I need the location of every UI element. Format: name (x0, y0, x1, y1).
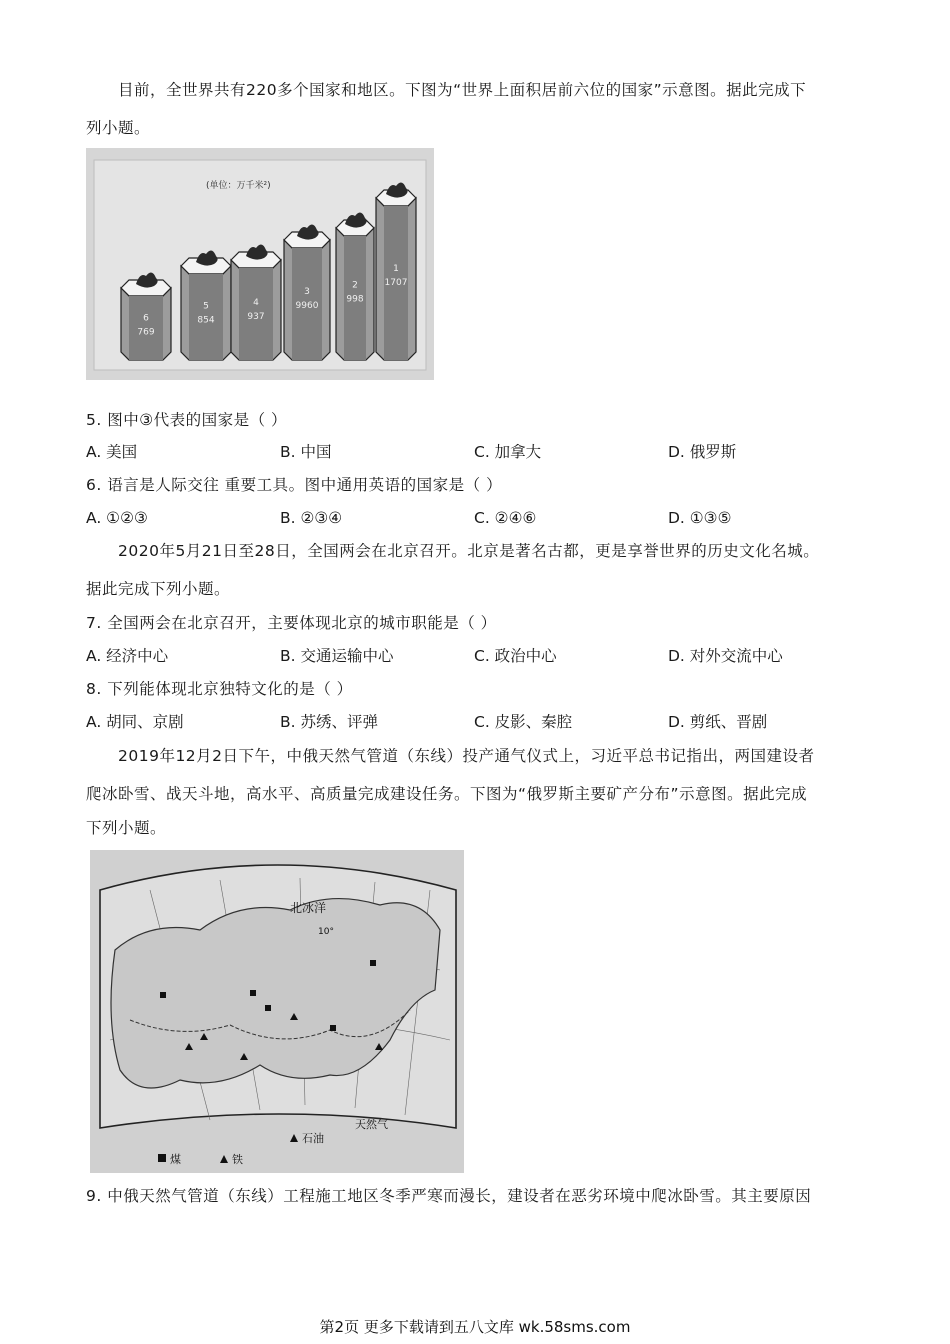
question-8-stem: 8. 下列能体现北京独特文化的是（ ） (86, 680, 353, 698)
intro-paragraph-1-line-1: 目前，全世界共有220多个国家和地区。下图为“世界上面积居前六位的国家”示意图。据此完成下 (118, 81, 807, 99)
q5-option-c[interactable]: C. 加拿大 (474, 443, 542, 461)
column-value-label: 769 (137, 327, 155, 338)
q8-option-a[interactable]: A. 胡同、京剧 (86, 713, 184, 731)
intro-paragraph-1-line-2: 列小题。 (86, 119, 151, 137)
column-rank-label: 6 (143, 313, 149, 324)
column-4 (231, 244, 281, 360)
column-rank-label: 5 (203, 301, 209, 312)
column-rank-label: 2 (352, 280, 358, 291)
unit-label: (单位：万千米²) (206, 181, 271, 191)
russia-map-graphic (90, 850, 464, 1173)
q8-option-d[interactable]: D. 剪纸、晋剧 (668, 713, 768, 731)
column-6 (121, 272, 171, 360)
intro-paragraph-3-line-2: 爬冰卧雪、战天斗地，高水平、高质量完成建设任务。下图为“俄罗斯主要矿产分布”示意图。据此完成 (86, 785, 808, 803)
column-rank-label: 4 (253, 298, 259, 308)
question-6-stem: 6. 语言是人际交往 重要工具。图中通用英语的国家是（ ） (86, 476, 503, 494)
q7-option-d[interactable]: D. 对外交流中心 (668, 647, 783, 665)
legend-iron: 铁 (232, 1153, 243, 1166)
q6-option-b[interactable]: B. ②③④ (280, 509, 343, 527)
country-area-figure (86, 148, 434, 380)
country-area-graphic (86, 148, 434, 380)
column-2 (336, 212, 374, 360)
column-1 (376, 182, 416, 360)
legend-coal: 煤 (170, 1153, 181, 1166)
q7-option-a[interactable]: A. 经济中心 (86, 647, 169, 665)
question-9-stem: 9. 中俄天然气管道（东线）工程施工地区冬季严寒而漫长，建设者在恶劣环境中爬冰卧雪。其主要原因 (86, 1187, 812, 1205)
q6-option-a[interactable]: A. ①②③ (86, 509, 148, 527)
q7-option-b[interactable]: B. 交通运输中心 (280, 647, 394, 665)
q5-option-a[interactable]: A. 美国 (86, 443, 138, 461)
russia-minerals-map (90, 850, 464, 1173)
intro-paragraph-2-line-1: 2020年5月21日至28日，全国两会在北京召开。北京是著名古都，更是享誉世界的历史文化名城。 (118, 542, 820, 560)
q5-option-b[interactable]: B. 中国 (280, 443, 332, 461)
column-rank-label: 1 (393, 263, 399, 274)
arctic-ocean-label: 北冰洋 (290, 901, 327, 915)
intro-paragraph-3-line-1: 2019年12月2日下午，中俄天然气管道（东线）投产通气仪式上，习近平总书记指出，两国建设者 (118, 747, 815, 765)
q8-option-b[interactable]: B. 苏绣、评弹 (280, 713, 378, 731)
q6-option-c[interactable]: C. ②④⑥ (474, 509, 537, 527)
intro-paragraph-3-line-3: 下列小题。 (86, 819, 167, 837)
page-footer: 第2页 更多下载请到五八文库 wk.58sms.com (319, 1318, 631, 1336)
degree-label: 10° (318, 927, 334, 937)
question-5-stem: 5. 图中③代表的国家是（ ） (86, 411, 288, 429)
coal-symbol (158, 1154, 166, 1162)
column-rank-label: 3 (304, 287, 310, 297)
column-5 (181, 250, 231, 360)
q7-option-c[interactable]: C. 政治中心 (474, 647, 557, 665)
question-7-stem: 7. 全国两会在北京召开，主要体现北京的城市职能是（ ） (86, 614, 497, 632)
q5-option-d[interactable]: D. 俄罗斯 (668, 443, 737, 461)
column-value-label: 1707 (384, 277, 408, 288)
column-3 (284, 224, 330, 360)
intro-paragraph-2-line-2: 据此完成下列小题。 (86, 580, 231, 598)
legend-gas: 天然气 (355, 1118, 388, 1131)
q6-option-d[interactable]: D. ①③⑤ (668, 509, 732, 527)
q8-option-c[interactable]: C. 皮影、秦腔 (474, 713, 573, 731)
column-value-label: 998 (346, 294, 364, 305)
column-value-label: 9960 (295, 301, 319, 311)
legend-oil: 石油 (302, 1132, 324, 1145)
column-value-label: 937 (247, 312, 265, 322)
column-value-label: 854 (197, 315, 215, 326)
